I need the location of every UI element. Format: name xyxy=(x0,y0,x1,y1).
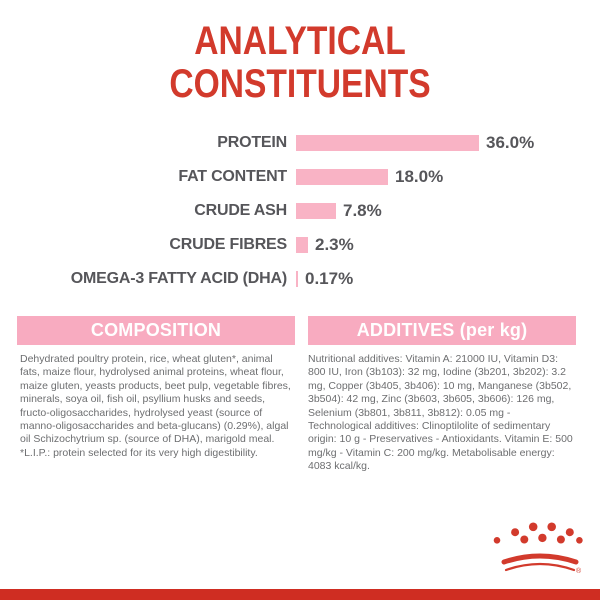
bar-category-label: FAT CONTENT xyxy=(178,168,287,185)
bar-value-label: 7.8% xyxy=(343,201,382,220)
additives-body: Nutritional additives: Vitamin A: 21000 IU, Vitamin D3: 800 IU, Iron (3b103): 32 mg, Iodine (3b201, 3b202): 3.2 mg, Copper (3b405, 3b406): 10 mg, Manganese (3b502, 3b504): 42 mg, Zinc (3b603, 3b605, 3b606): 126 mg, Selenium (3b801, 3b811, 3b812): 0.05 mg - Technological additives: Clinoptilolite of sedimentary origin: 10 g - Preservatives - Antioxidants. Vitamin E: 500 mg/kg - Vitamin C: 200 mg/kg. Metabolisable energy: 4083 kcal/kg. xyxy=(308,353,573,473)
registered-trademark-symbol: ® xyxy=(576,568,582,575)
bar-row xyxy=(0,262,600,296)
bar-value-label: 36.0% xyxy=(486,133,535,152)
composition-header: COMPOSITION xyxy=(17,316,295,345)
footer-red-stripe xyxy=(0,589,600,600)
additives-section xyxy=(308,316,576,474)
bar-value-label: 18.0% xyxy=(395,167,444,186)
bar-row xyxy=(0,228,600,262)
bar-category-label: PROTEIN xyxy=(217,134,287,151)
bar-row xyxy=(0,194,600,228)
composition-section xyxy=(17,316,295,460)
title-line-1: ANALYTICAL xyxy=(194,19,406,63)
bar-category-label: OMEGA-3 FATTY ACID (DHA) xyxy=(70,270,287,287)
bar xyxy=(296,203,336,219)
royal-canin-crown-logo xyxy=(492,516,588,582)
bar xyxy=(296,169,388,185)
bar-value-label: 2.3% xyxy=(315,235,354,254)
bar xyxy=(296,237,308,253)
bar-value-label: 0.17% xyxy=(305,269,354,288)
additives-header: ADDITIVES (per kg) xyxy=(308,316,576,345)
composition-text: Dehydrated poultry protein, rice, wheat gluten*, animal fats, maize flour, hydrolysed animal proteins, wheat flour, maize gluten, yeasts products, beet pulp, vegetable fibres, minerals, soya oil, fish oil, psyllium husks and seeds, fructo-oligosaccharides, hydrolysed yeast (source of manno-oligosaccharides and beta-glucans) (0.29%), algal oil Schizochytrium sp. (source of DHA), marigold meal. xyxy=(20,353,291,446)
lip-note: *L.I.P.: protein selected for its very high digestibility. xyxy=(20,446,258,459)
composition-body xyxy=(17,353,292,460)
bar-row xyxy=(0,126,600,160)
bar xyxy=(296,271,298,287)
page-title xyxy=(48,20,552,106)
analytical-constituents-bar-chart xyxy=(0,126,600,296)
bar-category-label: CRUDE ASH xyxy=(194,202,287,219)
bar xyxy=(296,135,479,151)
bar-category-label: CRUDE FIBRES xyxy=(169,236,287,253)
bar-row xyxy=(0,160,600,194)
title-line-2: CONSTITUENTS xyxy=(169,62,431,106)
